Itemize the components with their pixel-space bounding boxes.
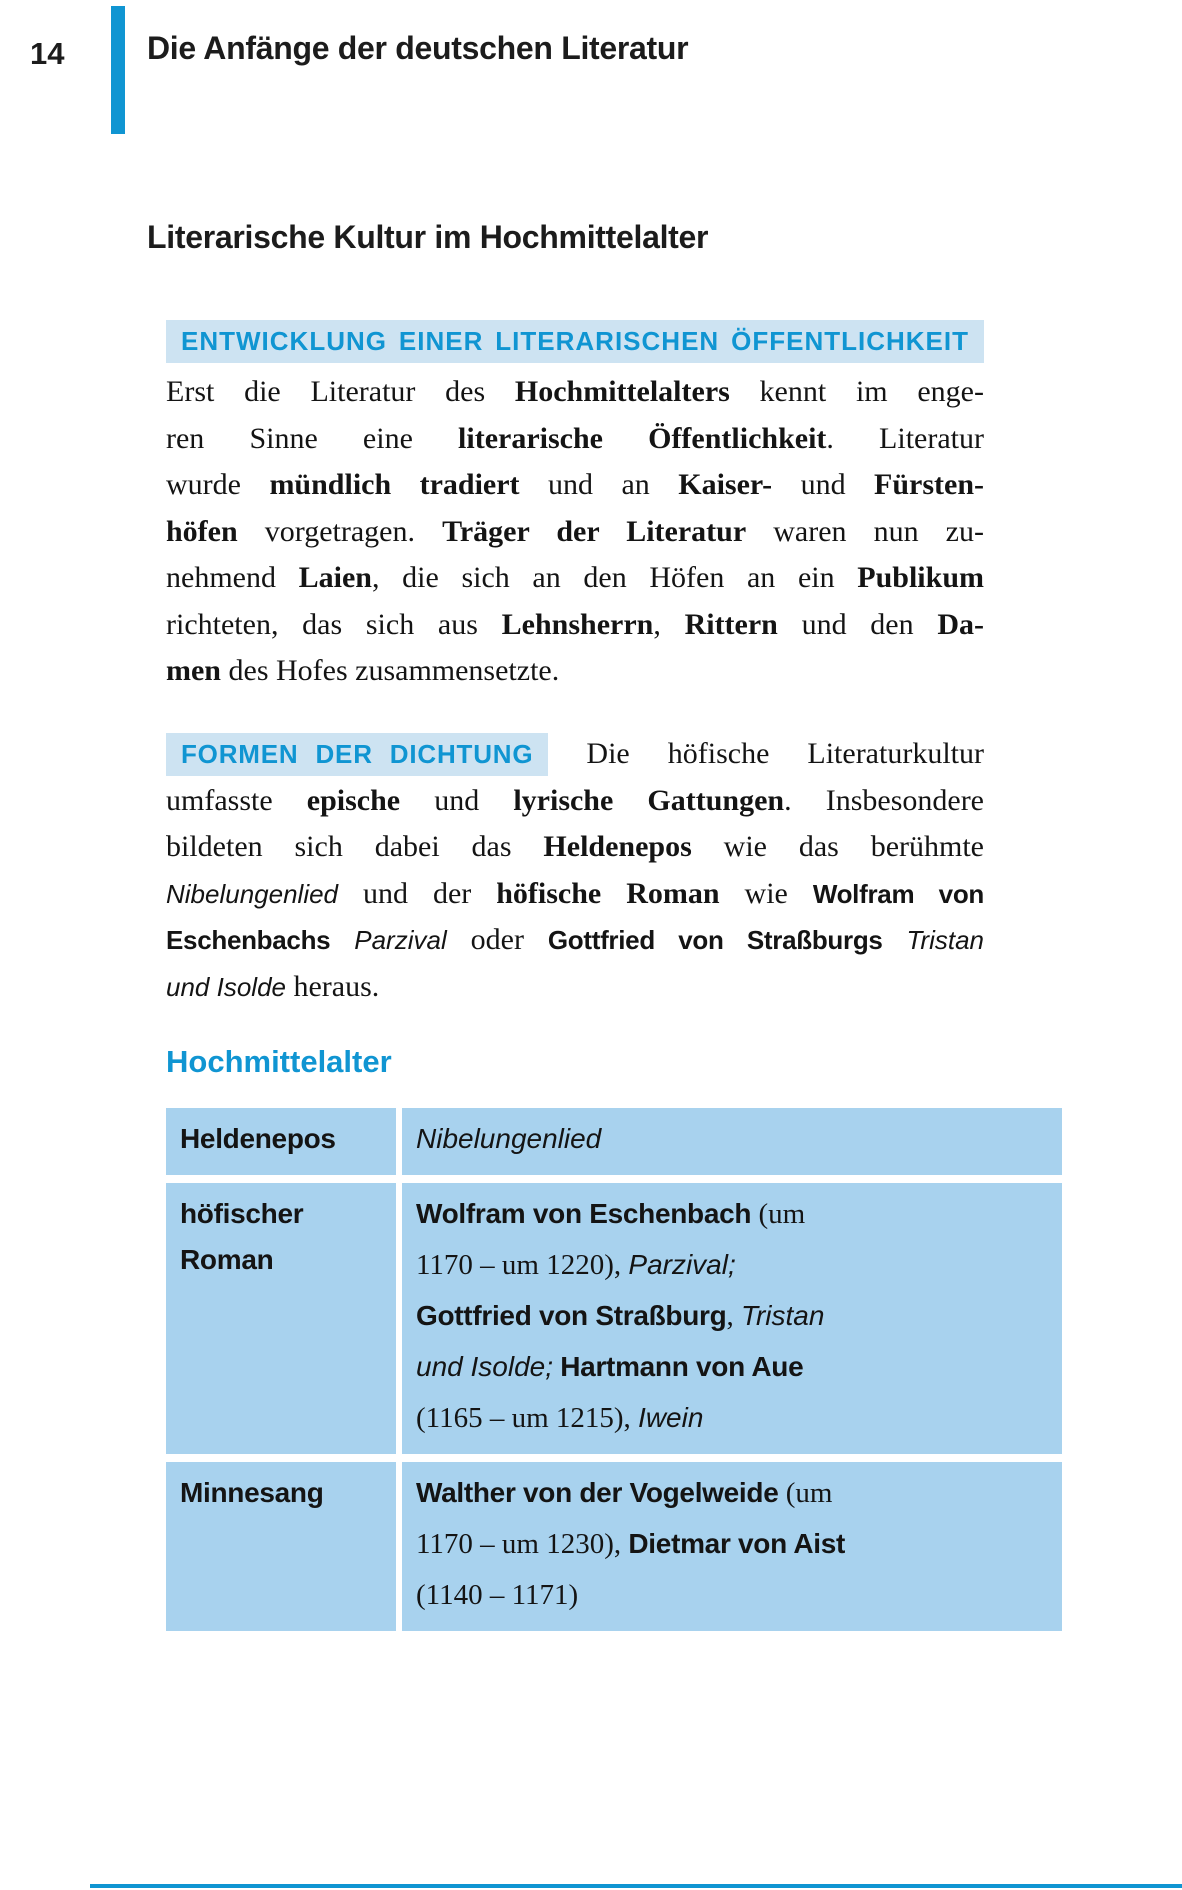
text-segment: ,	[653, 607, 685, 641]
text-line	[416, 1293, 1048, 1344]
text-segment: umfasste	[166, 783, 307, 817]
text-segment: kennt im enge-	[729, 375, 984, 408]
text-line	[166, 731, 984, 778]
text-segment: , die sich an den Höfen an ein	[371, 561, 858, 594]
works-cell	[402, 1108, 1062, 1175]
text-segment: Heldenepos	[180, 1123, 336, 1154]
text-segment: Lehnsherrn	[501, 607, 654, 641]
section-title: Literarische Kultur im Hochmittelalter	[147, 219, 709, 255]
text-segment: Da-	[937, 607, 984, 641]
text-segment: Träger der Literatur	[442, 514, 747, 548]
genre-cell	[166, 1108, 396, 1175]
text-segment: bildeten sich dabei das	[166, 830, 544, 863]
text-segment: waren nun zu-	[746, 514, 984, 548]
text-segment	[883, 923, 907, 956]
text-line	[416, 1572, 1048, 1623]
text-segment: Fürsten-	[874, 468, 984, 501]
text-segment: höfischer Roman	[180, 1198, 304, 1275]
text-segment: (1140 – 1171)	[416, 1579, 579, 1611]
text-segment: ren Sinne eine	[166, 421, 459, 455]
text-segment: mündlich tradiert	[269, 468, 520, 501]
text-line	[166, 917, 984, 964]
text-segment: men	[166, 654, 221, 687]
text-line	[166, 462, 984, 509]
text-line	[416, 1521, 1048, 1572]
text-segment: wurde	[166, 468, 270, 501]
accent-bar	[111, 6, 125, 134]
text-segment: Wolfram von Eschenbach	[416, 1198, 752, 1229]
table-row	[166, 1183, 1062, 1454]
text-segment: Parzival	[354, 925, 447, 955]
paragraph-entwicklung-text	[166, 369, 984, 695]
text-segment: heraus.	[285, 969, 380, 1003]
text-segment: höfische Roman	[496, 876, 720, 910]
text-segment: und an	[519, 468, 679, 501]
text-segment	[330, 923, 354, 956]
text-line	[166, 871, 984, 918]
text-segment: vorgetragen.	[237, 514, 443, 548]
epoch-table	[166, 1108, 1062, 1639]
text-segment: und Isolde;	[416, 1351, 553, 1382]
highlight-label-entwicklung: ENTWICKLUNG EINER LITERARISCHEN ÖFFENTLICHKEIT	[166, 320, 984, 363]
text-line	[166, 555, 984, 602]
text-segment: Gottfried von Straßburg	[416, 1300, 727, 1331]
text-line	[416, 1344, 1048, 1395]
text-segment: Gottfried von Straßburgs	[547, 925, 883, 955]
table-row	[166, 1462, 1062, 1631]
page-header: Die Anfänge der deutschen Literatur	[147, 30, 689, 66]
table-title: Hochmittelalter	[166, 1044, 392, 1079]
text-segment: und	[400, 783, 514, 817]
text-line	[416, 1242, 1048, 1293]
genre-cell	[166, 1183, 396, 1454]
paragraph-block-entwicklung	[166, 320, 984, 695]
text-segment: epische	[306, 783, 401, 817]
page-number: 14	[30, 36, 65, 71]
text-segment: 1170 – um 1230),	[416, 1528, 629, 1560]
text-segment: Minnesang	[180, 1477, 324, 1508]
text-line	[166, 369, 984, 416]
paragraph-block-formen	[166, 731, 984, 1010]
works-cell	[402, 1462, 1062, 1631]
genre-cell	[166, 1462, 396, 1631]
text-line	[416, 1191, 1048, 1242]
text-segment: (um	[751, 1198, 806, 1230]
text-line	[416, 1116, 1048, 1167]
text-segment: Tristan	[740, 1300, 825, 1331]
text-segment: wie	[719, 876, 813, 910]
text-segment: Nibelungenlied	[166, 878, 339, 909]
text-segment: Erst die Literatur des	[166, 375, 515, 408]
text-segment: Wolfram von	[812, 878, 984, 909]
text-segment: Rittern	[684, 607, 778, 641]
footer-rule	[90, 1884, 1182, 1888]
text-line	[166, 778, 984, 825]
text-segment: wie das berühmte	[691, 830, 984, 863]
text-segment: Tristan	[906, 925, 985, 955]
text-segment: Parzival;	[628, 1249, 736, 1280]
text-segment: Dietmar von Aist	[628, 1528, 846, 1559]
highlight-label-formen: FORMEN DER DICHTUNG	[166, 733, 548, 776]
text-segment: . Literatur	[826, 421, 984, 455]
paragraph-formen-text	[166, 731, 984, 1010]
text-segment: Publikum	[857, 561, 984, 594]
text-line	[166, 602, 984, 649]
text-segment: lyrische Gattungen	[513, 783, 785, 817]
text-segment: richteten, das sich aus	[166, 607, 502, 641]
text-segment: 1170 – um 1220),	[416, 1249, 629, 1281]
text-segment: oder	[446, 923, 548, 956]
text-segment: Hochmittelalters	[514, 375, 730, 408]
text-segment: und der	[338, 876, 497, 910]
text-segment: Nibelungenlied	[416, 1123, 602, 1154]
text-line	[166, 648, 984, 695]
text-segment: literarische Öffentlichkeit	[458, 421, 827, 455]
text-segment: Iwein	[638, 1402, 704, 1433]
text-segment: (1165 – um 1215),	[416, 1402, 639, 1434]
text-segment: Laien	[298, 561, 372, 594]
text-segment: Kaiser-	[678, 468, 773, 501]
works-cell	[402, 1183, 1062, 1454]
text-segment: und Isolde	[166, 971, 286, 1002]
text-segment: . Insbesondere	[784, 783, 985, 817]
text-segment: und	[772, 468, 875, 501]
text-line	[166, 509, 984, 556]
text-segment: höfen	[166, 514, 238, 548]
text-line	[166, 416, 984, 463]
text-segment: Heldenepos	[543, 830, 692, 863]
text-segment: Eschenbachs	[166, 925, 331, 955]
text-line	[416, 1470, 1048, 1521]
text-line	[166, 824, 984, 871]
text-segment: (um	[778, 1477, 833, 1509]
text-line	[166, 964, 984, 1011]
text-segment: Die höfische Literaturkultur	[548, 737, 984, 770]
text-segment: Walther von der Vogelweide	[416, 1477, 779, 1508]
text-segment: ,	[726, 1300, 741, 1332]
text-line	[416, 1395, 1048, 1446]
table-row	[166, 1108, 1062, 1175]
text-segment: des Hofes zusammensetzte.	[221, 654, 560, 687]
text-segment: und den	[777, 607, 938, 641]
text-segment: nehmend	[166, 561, 299, 594]
text-segment: Hartmann von Aue	[560, 1351, 804, 1382]
